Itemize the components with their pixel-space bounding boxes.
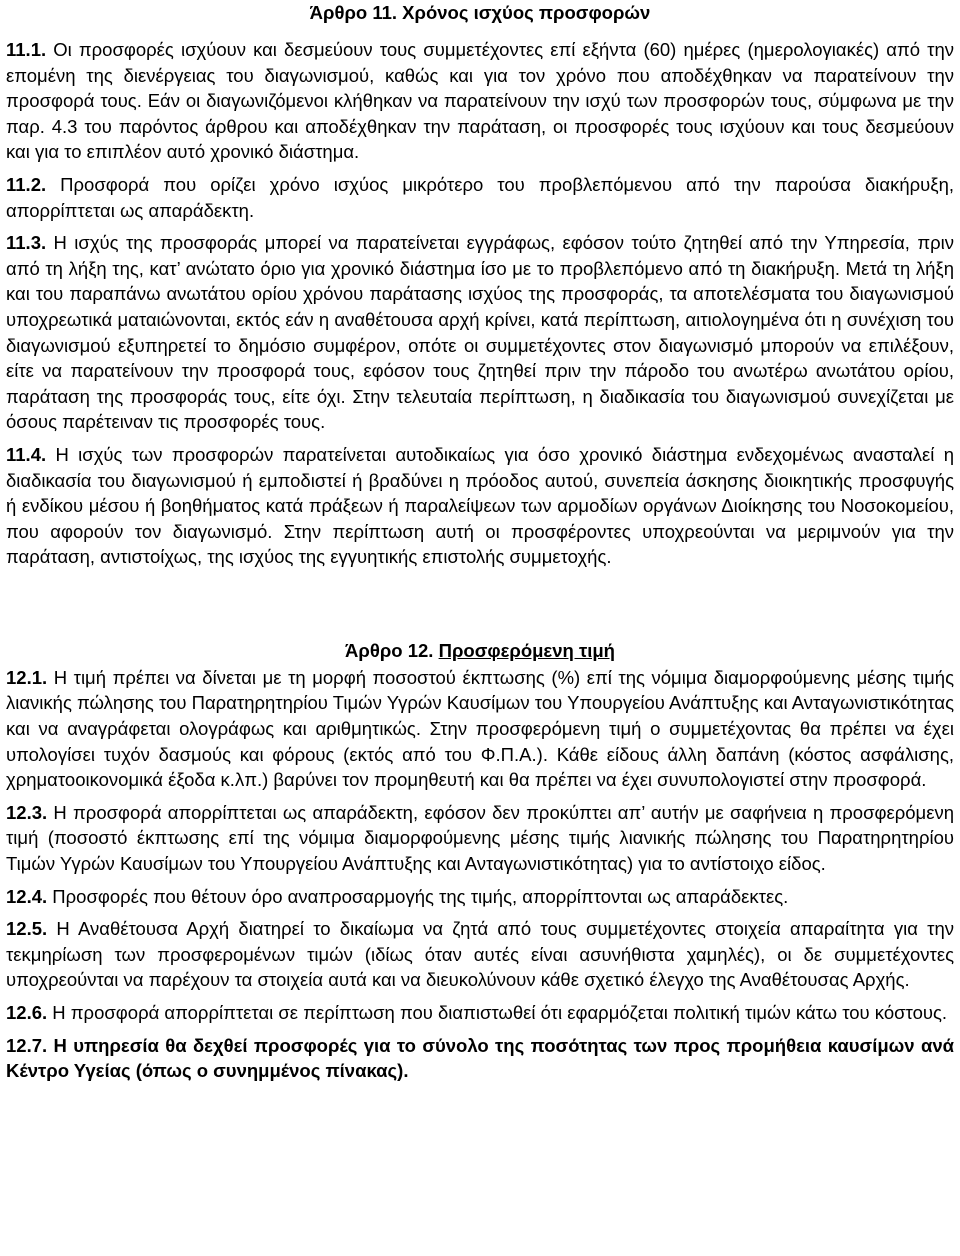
paragraph-text: Η ισχύς της προσφοράς μπορεί να παρατείνεται εγγράφως, εφόσον τούτο ζητηθεί από την Υπηρεσία, πριν από τη λήξη της, κατ’ ανώτατο όριο για χρονικό διάστημα ίσο με το προβλεπόμενο από τη διακήρυξη. Μετά τη λήξη και του παραπάνω ανωτάτου ορίου χρόνου παράτασης ισχύος της προσφοράς, τα αποτελέσματα του διαγωνισμού υποχρεωτικά ματαιώνονται, εκτός εάν η αναθέτουσα αρχή κρίνει, κατά περίπτωση, αιτιολογημένα ότι η συνέχιση του διαγωνισμού εξυπηρετεί το δημόσιο συμφέρον, οπότε οι συμμετέχοντες στον διαγωνισμό μπορούν να επιλέξουν, είτε να παρατείνουν την προσφορά τους, εφόσον τους ζητηθεί πριν την πάροδο του ανωτέρω ανωτάτου ορίου, παράταση της προσφοράς τους, είτε όχι. Στην τελευταία περίπτωση, η διαδικασία του διαγωνισμού συνεχίζεται με όσους παρέτειναν τις προσφορές τους. [6, 232, 954, 433]
paragraph-11-2 [6, 172, 954, 223]
paragraph-text: Προσφορά που ορίζει χρόνο ισχύος μικρότερο του προβλεπόμενου από την παρούσα διακήρυξη, απορρίπτεται ως απαράδεκτη. [6, 173, 954, 221]
paragraph-text: Η τιμή πρέπει να δίνεται με τη μορφή ποσοστού έκπτωσης (%) επί της νόμιμα διαμορφούμενης μέσης τιμής λιανικής πώλησης του Παρατηρητηρίου Τιμών Υγρών Καυσίμων του Υπουργείου Ανάπτυξης και Ανταγωνιστικότητας και να αναγράφεται ολογράφως και αριθμητικώς. Στην προσφερόμενη τιμή ο συμμετέχοντας θα πρέπει να έχει υπολογίσει τυχόν δασμούς και φόρους (εκτός από του Φ.Π.Α.). Κάθε είδους άλλη δαπάνη (κόστος ασφάλισης, χρηματοοικονομικά έξοδα κ.λπ.) βαρύνει τον προμηθευτή και θα πρέπει να έχει συνυπολογιστεί στην προσφορά. [6, 666, 954, 791]
paragraph-12-7 [6, 1033, 954, 1084]
paragraph-number: 12.5. [6, 918, 48, 940]
paragraph-number: 11.3. [6, 232, 47, 254]
paragraph-text: Οι προσφορές ισχύουν και δεσμεύουν τους συμμετέχοντες επί εξήντα (60) ημέρες (ημερολογιακές) από την επομένη της διενέργειας του διαγωνισμού, καθώς και για τον χρόνο που αποδέχθηκαν να παρατείνουν την προσφορά τους. Εάν οι διαγωνιζόμενοι κλήθηκαν να παρατείνουν την ισχύ των προσφορών τους, σύμφωνα με την παρ. 4.3 του παρόντος άρθρου και αποδέχθηκαν την παράταση, οι προσφορές τους ισχύουν και τους δεσμεύουν και για το επιπλέον αυτό χρονικό διάστημα. [6, 39, 954, 163]
paragraph-12-3 [6, 800, 954, 877]
paragraph-text: Η υπηρεσία θα δεχθεί προσφορές για το σύνολο της ποσότητας των προς προμήθεια καυσίμων ανά Κέντρο Υγείας (όπως ο συνημμένος πίνακας). [6, 1034, 954, 1082]
paragraph-12-5 [6, 916, 954, 993]
article-11-title: Άρθρο 11. Χρόνος ισχύος προσφορών [309, 2, 651, 23]
paragraph-text: Η ισχύς των προσφορών παρατείνεται αυτοδικαίως για όσο χρονικό διάστημα ενδεχομένως ανασταλεί η διαδικασία του διαγωνισμού ή εμποδιστεί ή βραδύνει η πρόοδος αυτού, συνεπεία άσκησης διοικητικής προσφυγής ή ενδίκου μέσου ή βοηθήματος κατά πράξεων ή παραλείψεων των αρμοδίων οργάνων Διοίκησης του Νοσοκομείου, που αφορούν τον διαγωνισμό. Στην περίπτωση αυτή οι προσφέροντες υποχρεούνται να μεριμνούν για την παράταση, αντιστοίχως, της ισχύος της εγγυητικής επιστολής συμμετοχής. [6, 443, 954, 568]
paragraph-text: Η Αναθέτουσα Αρχή διατηρεί το δικαίωμα να ζητά από τους συμμετέχοντες στοιχεία απαραίτητα για την τεκμηρίωση των προσφερομένων τιμών (ιδίως όταν αυτές είναι ασυνήθιστα χαμηλές), οι δε συμμετέχοντες υποχρεούνται να παρέχουν τα στοιχεία αυτά και να διευκολύνουν κάθε σχετικό έλεγχο της Αναθέτουσας Αρχής. [6, 918, 954, 991]
paragraph-11-1 [6, 37, 954, 165]
paragraph-text: Η προσφορά απορρίπτεται σε περίπτωση που διαπιστωθεί ότι εφαρμόζεται πολιτική τιμών κάτω του κόστους. [47, 1002, 948, 1023]
paragraph-12-4 [6, 884, 954, 910]
article-12-title [6, 638, 954, 665]
paragraph-text: Προσφορές που θέτουν όρο αναπροσαρμογής της τιμής, απορρίπτονται ως απαράδεκτες. [47, 885, 789, 907]
paragraph-number: 12.4. [6, 885, 48, 907]
paragraph-number: 11.1. [6, 39, 47, 60]
paragraph-12-6 [6, 1000, 954, 1026]
paragraph-number: 12.1. [6, 666, 48, 688]
paragraph-12-1 [6, 665, 954, 793]
paragraph-number: 11.4. [6, 443, 47, 465]
article-12-title-prefix: Άρθρο 12. [345, 639, 434, 661]
paragraph-number: 12.3. [6, 801, 48, 823]
article-12-title-main: Προσφερόμενη τιμή [438, 639, 615, 661]
paragraph-number: 12.7. [6, 1034, 48, 1056]
paragraph-text: Η προσφορά απορρίπτεται ως απαράδεκτη, εφόσον δεν προκύπτει απ’ αυτήν με σαφήνεια η προσφερόμενη τιμή (ποσοστό έκπτωσης επί της νόμιμα διαμορφούμενης μέσης τιμής λιανικής πώλησης του Παρατηρητηρίου Τιμών Υγρών Καυσίμων του Υπουργείου Ανάπτυξης και Ανταγωνιστικότητας) για το αντίστοιχο είδος. [6, 801, 954, 875]
paragraph-number: 11.2. [6, 173, 47, 195]
paragraph-11-4 [6, 442, 954, 570]
paragraph-number: 12.6. [6, 1002, 48, 1023]
paragraph-11-3 [6, 230, 954, 435]
